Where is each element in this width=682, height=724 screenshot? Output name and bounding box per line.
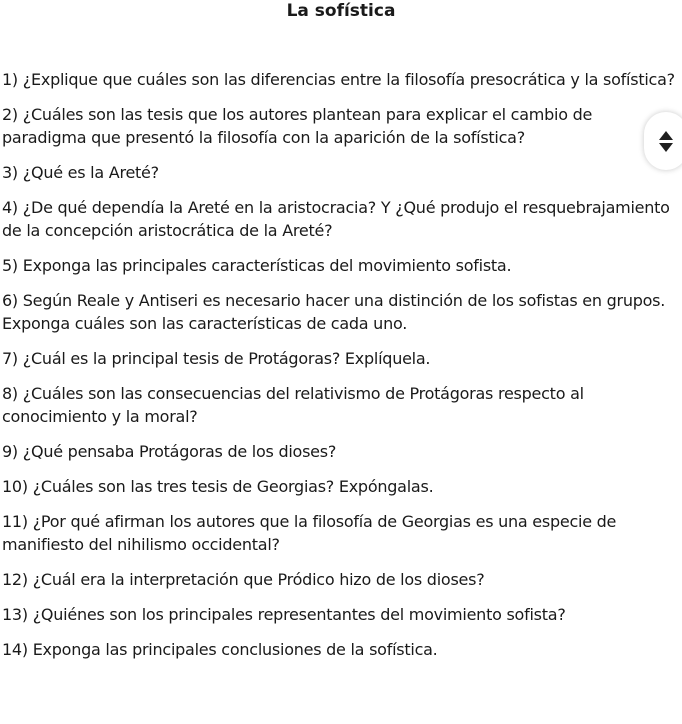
- question-list: [2, 68, 678, 673]
- question-item: 4) ¿De qué dependía la Areté en la aristocracia? Y ¿Qué produjo el resquebrajamiento de la concepción aristocrática de la Areté?: [2, 198, 670, 240]
- question-item: 3) ¿Qué es la Areté?: [2, 163, 159, 182]
- question-item: 1) ¿Explique que cuáles son las diferencias entre la filosofía presocrática y la sofística?: [2, 70, 675, 89]
- question-item: 6) Según Reale y Antiseri es necesario hacer una distinción de los sofistas en grupos. Exponga cuáles son las características de cada uno.: [2, 291, 666, 333]
- question-item: 12) ¿Cuál era la interpretación que Pródico hizo de los dioses?: [2, 570, 485, 589]
- question-item: 5) Exponga las principales características del movimiento sofista.: [2, 256, 512, 275]
- question-item: 7) ¿Cuál es la principal tesis de Protágoras? Explíquela.: [2, 349, 431, 368]
- question-item: 8) ¿Cuáles son las consecuencias del relativismo de Protágoras respecto al conocimiento y la moral?: [2, 384, 584, 426]
- question-item: 13) ¿Quiénes son los principales representantes del movimiento sofista?: [2, 605, 566, 624]
- question-item: 2) ¿Cuáles son las tesis que los autores plantean para explicar el cambio de paradigma que presentó la filosofía con la aparición de la sofística?: [2, 105, 593, 147]
- document-title: La sofística: [286, 1, 396, 21]
- triangle-down-icon[interactable]: [659, 143, 673, 152]
- question-item: 14) Exponga las principales conclusiones de la sofística.: [2, 640, 438, 659]
- question-item: 11) ¿Por qué afirman los autores que la filosofía de Georgias es una especie de manifiesto del nihilismo occidental?: [2, 512, 617, 554]
- question-item: 9) ¿Qué pensaba Protágoras de los dioses?: [2, 442, 337, 461]
- scroll-stepper[interactable]: [644, 112, 682, 170]
- triangle-up-icon[interactable]: [659, 131, 673, 140]
- question-item: 10) ¿Cuáles son las tres tesis de Georgias? Expóngalas.: [2, 477, 434, 496]
